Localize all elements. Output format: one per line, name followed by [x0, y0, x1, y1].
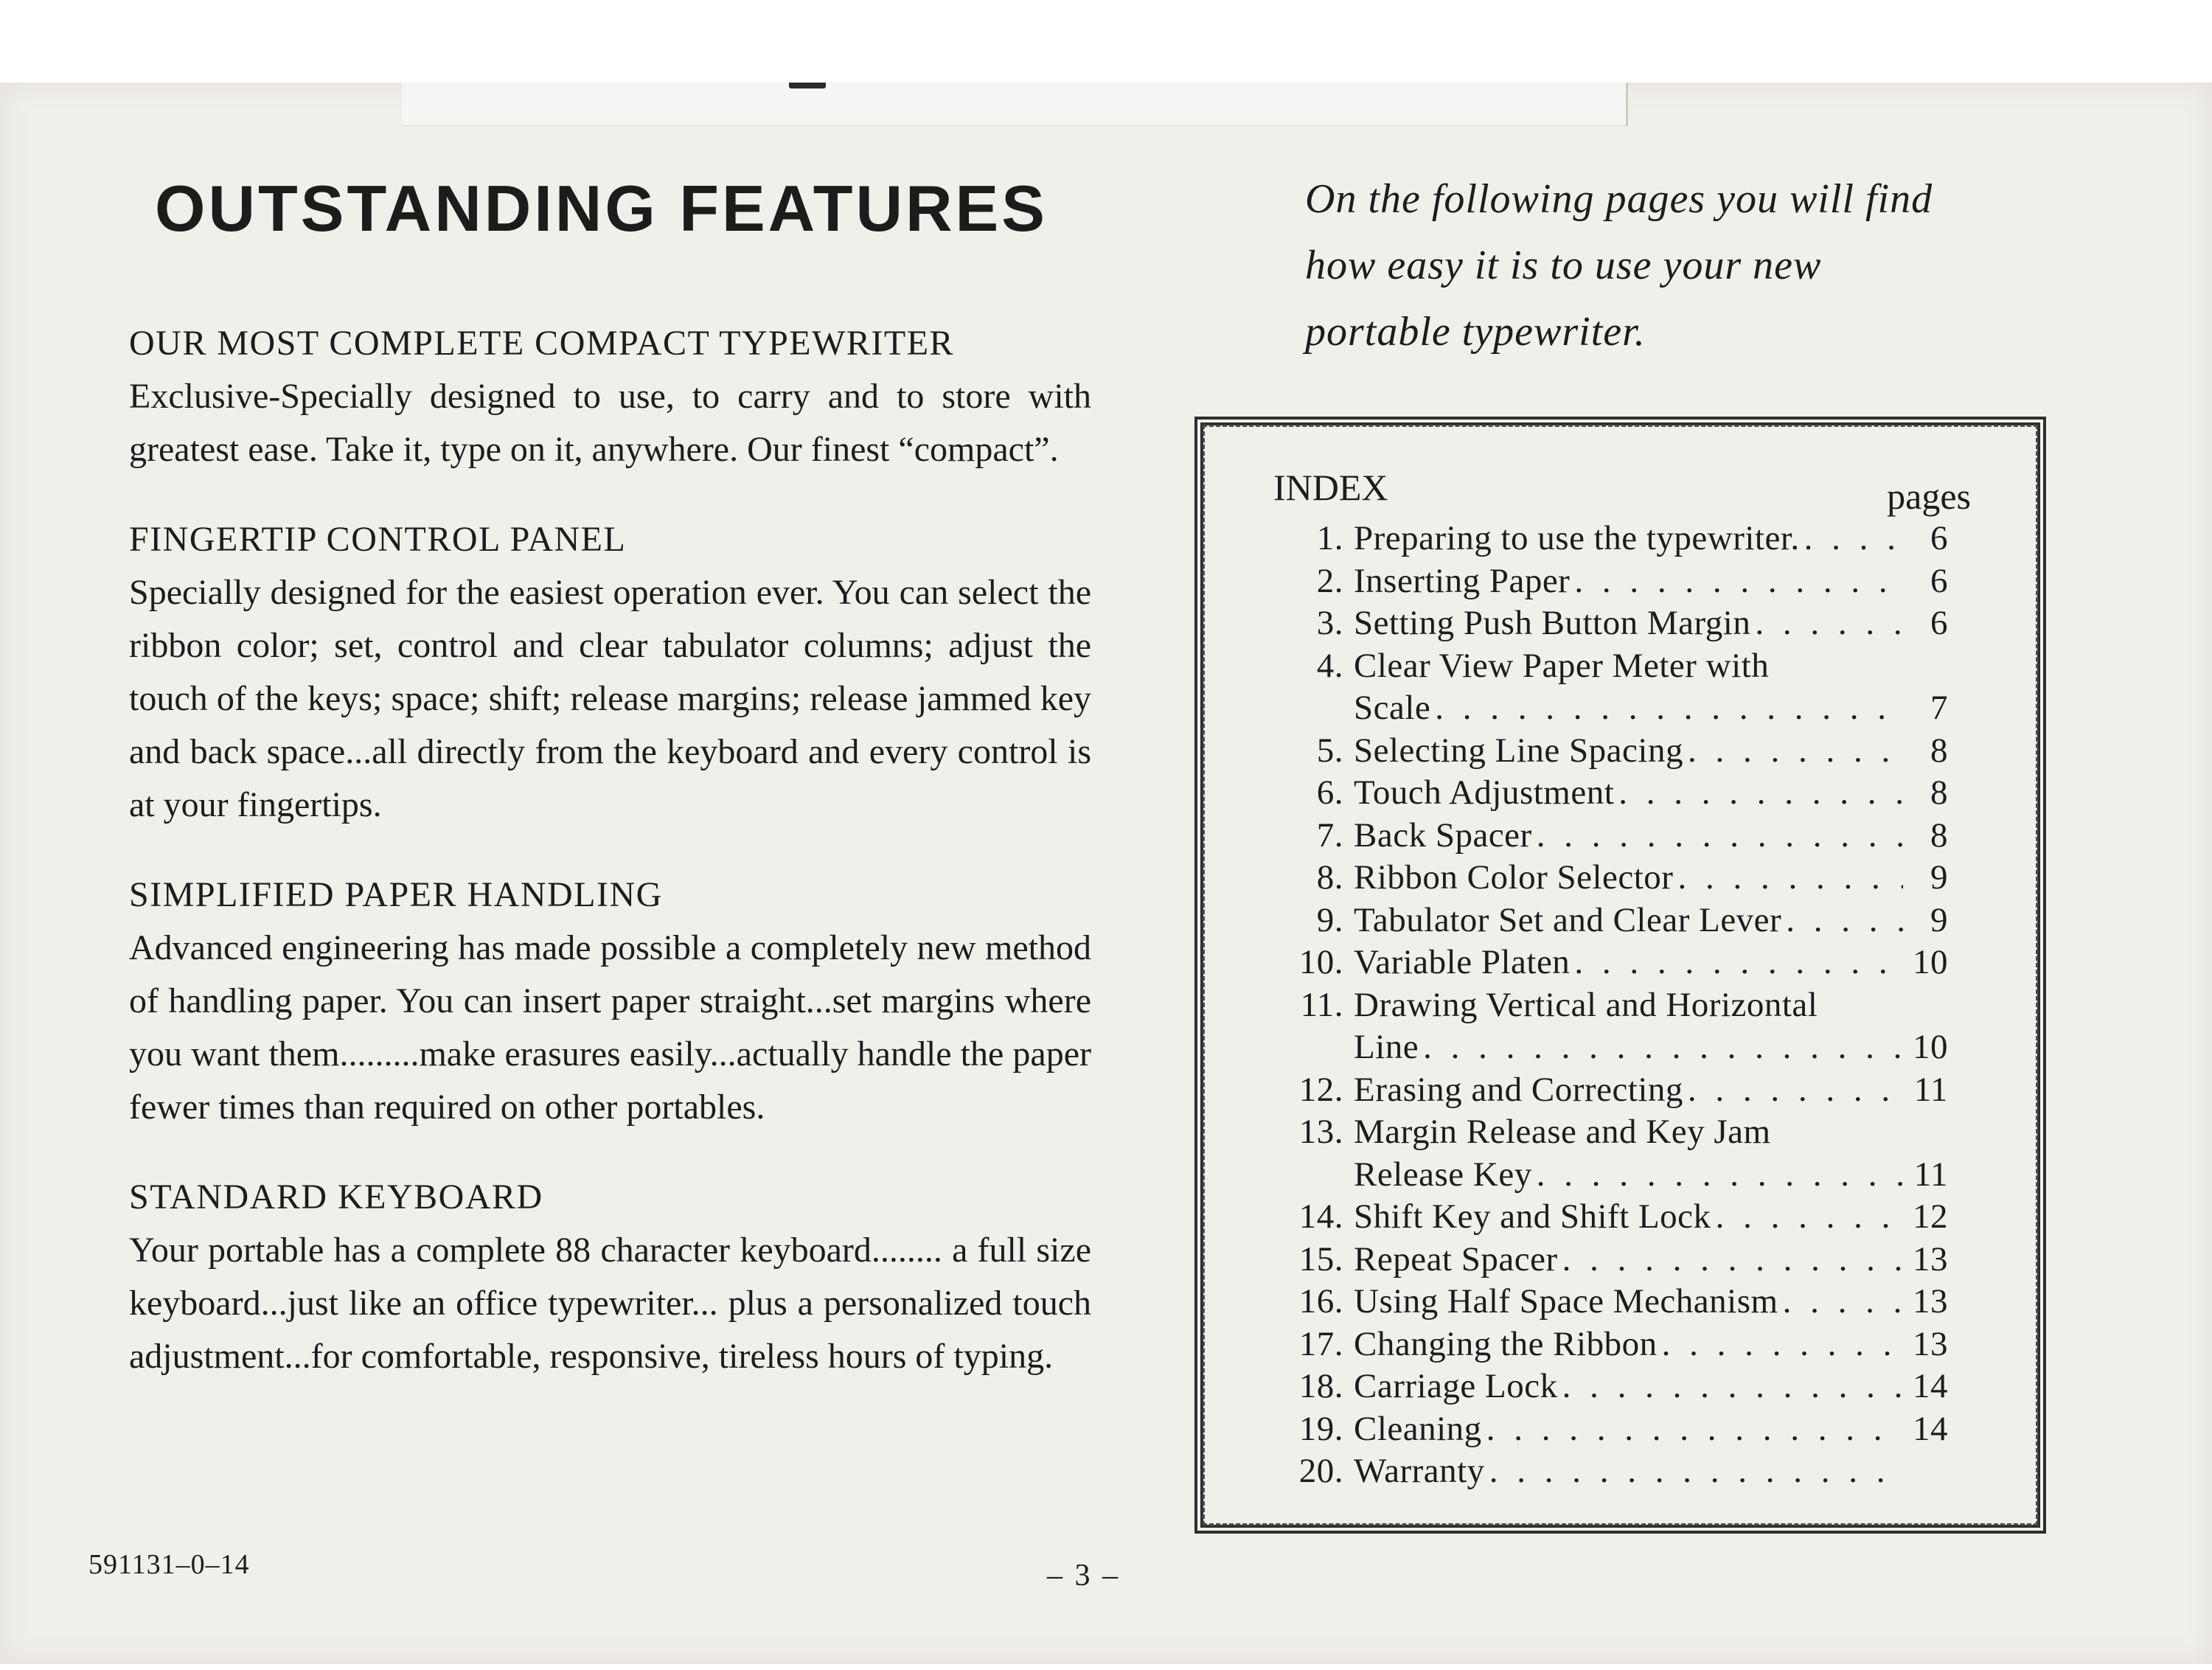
index-entry-title: Touch Adjustment — [1354, 773, 1615, 812]
index-entry-title: Scale — [1354, 689, 1431, 727]
index-line — [1284, 900, 1948, 942]
index-entry — [1284, 815, 1948, 857]
intro-text: On the following pages you will find how easy it is to use your new portable typewriter. — [1305, 176, 1933, 355]
feature-section-keyboard — [129, 1171, 1091, 1383]
index-page-number: 8 — [1930, 773, 1948, 812]
index-entry-title: Variable Platen — [1354, 943, 1571, 981]
index-entry-title: Cleaning — [1354, 1409, 1482, 1448]
index-number: 9. — [1316, 900, 1343, 939]
index-entry-title: Setting Push Button Margin — [1354, 604, 1751, 642]
dot-leader — [1677, 857, 1903, 900]
index-page-number: 8 — [1930, 731, 1948, 770]
dot-leader — [1783, 1281, 1903, 1323]
index-entry — [1284, 730, 1948, 773]
index-entry-title: Release Key — [1354, 1155, 1532, 1194]
index-entry-title: Carriage Lock — [1354, 1367, 1558, 1405]
dot-leader — [1662, 1323, 1903, 1366]
feature-section-compact — [129, 317, 1091, 476]
index-box — [1194, 417, 2046, 1534]
index-line — [1284, 815, 1948, 857]
feature-section-paper-handling — [129, 869, 1091, 1134]
index-number: 2. — [1316, 561, 1343, 600]
document-code: 591131–0–14 — [88, 1549, 250, 1580]
dot-leader — [1537, 1154, 1903, 1197]
index-number: 16. — [1298, 1282, 1343, 1321]
index-entry-title: Drawing Vertical and Horizontal — [1354, 985, 1818, 1024]
index-number: 10. — [1298, 943, 1343, 981]
index-line — [1284, 730, 1948, 773]
page-number: – 3 – — [1047, 1559, 1120, 1593]
index-line — [1284, 1111, 1948, 1154]
index-number: 17. — [1298, 1324, 1343, 1363]
index-page-number: 10 — [1913, 943, 1948, 981]
dot-leader — [1562, 1239, 1903, 1281]
index-page-number: 6 — [1930, 561, 1948, 600]
index-number: 15. — [1298, 1239, 1343, 1278]
feature-body: Exclusive-Specially designed to use, to carry and to store with greatest ease. Take it, type on it, anywhere. Our finest “compact”. — [129, 377, 1091, 469]
paper-strip-mark — [789, 83, 826, 88]
pages-label: pages — [1887, 476, 1971, 517]
index-list — [1284, 518, 1948, 1493]
dot-leader — [1804, 518, 1903, 560]
index-page-number: 11 — [1913, 1070, 1948, 1109]
index-page-number: 13 — [1913, 1324, 1948, 1363]
index-entry — [1284, 1196, 1948, 1239]
feature-body: Advanced engineering has made possible a completely new method of handling paper. You can insert paper straight...set margins where you want them.........make erasures easily...actually handle the paper fewer times than required on other portables. — [129, 928, 1091, 1127]
index-page-number: 10 — [1913, 1028, 1948, 1066]
index-entry — [1284, 772, 1948, 815]
index-page-number: 11 — [1913, 1155, 1948, 1194]
index-entry — [1284, 560, 1948, 603]
index-line — [1284, 1026, 1948, 1069]
index-line — [1284, 984, 1948, 1027]
index-number: 19. — [1298, 1409, 1343, 1448]
overlapping-paper-strip — [402, 83, 1628, 126]
index-entry-title: Selecting Line Spacing — [1354, 731, 1683, 770]
index-page-number: 6 — [1930, 604, 1948, 642]
index-entry-title: Repeat Spacer — [1354, 1239, 1558, 1278]
index-entry — [1284, 1408, 1948, 1451]
index-entry-title: Inserting Paper — [1354, 561, 1571, 600]
index-entry — [1284, 857, 1948, 900]
index-line — [1284, 602, 1948, 645]
index-entry — [1284, 1450, 1948, 1493]
feature-body: Specially designed for the easiest operation ever. You can select the ribbon color; set, control and clear tabulator columns; adjust the touch of the keys; space; shift; release margins; release jammed key and back space...all directly from the keyboard and every control is at your fingertips. — [129, 573, 1091, 824]
index-line — [1284, 1323, 1948, 1366]
index-entry — [1284, 1365, 1948, 1408]
index-line — [1284, 1196, 1948, 1239]
index-line — [1284, 1069, 1948, 1112]
page-title: OUTSTANDING FEATURES — [155, 172, 1048, 245]
dot-leader — [1562, 1365, 1903, 1408]
index-line — [1284, 687, 1948, 730]
index-entry — [1284, 602, 1948, 645]
index-entry-title: Ribbon Color Selector — [1354, 858, 1674, 897]
dot-leader — [1618, 772, 1903, 815]
dot-leader — [1786, 900, 1903, 942]
feature-heading: STANDARD KEYBOARD — [129, 1177, 543, 1217]
index-entry-title: Tabulator Set and Clear Lever — [1354, 900, 1782, 939]
index-entry — [1284, 645, 1948, 730]
index-line — [1284, 1450, 1948, 1493]
index-line — [1284, 560, 1948, 603]
index-entry — [1284, 1069, 1948, 1112]
index-line — [1284, 1239, 1948, 1281]
index-line — [1284, 1408, 1948, 1451]
index-entry-title: Line — [1354, 1028, 1419, 1066]
index-number: 8. — [1316, 858, 1343, 897]
index-number: 20. — [1298, 1452, 1343, 1490]
index-title: INDEX — [1273, 467, 1388, 508]
index-page-number: 12 — [1913, 1197, 1948, 1236]
feature-heading: SIMPLIFIED PAPER HANDLING — [129, 875, 663, 914]
index-page-number: 13 — [1913, 1239, 1948, 1278]
index-entry-title: Shift Key and Shift Lock — [1354, 1197, 1711, 1236]
index-line — [1284, 772, 1948, 815]
index-number: 4. — [1316, 646, 1343, 685]
feature-heading: OUR MOST COMPLETE COMPACT TYPEWRITER — [129, 324, 955, 363]
index-entry — [1284, 1323, 1948, 1366]
index-line — [1284, 942, 1948, 984]
index-number: 11. — [1300, 985, 1343, 1024]
dot-leader — [1489, 1450, 1903, 1493]
index-number: 5. — [1316, 731, 1343, 770]
index-number: 18. — [1298, 1367, 1343, 1405]
feature-section-control-panel — [129, 513, 1091, 832]
index-page-number: 9 — [1930, 900, 1948, 939]
index-entry — [1284, 1281, 1948, 1323]
dot-leader — [1486, 1408, 1903, 1451]
index-entry-title: Warranty — [1354, 1452, 1485, 1490]
features-column — [129, 317, 1091, 1420]
dot-leader — [1716, 1196, 1903, 1239]
dot-leader — [1574, 942, 1903, 984]
index-entry-title: Preparing to use the typewriter. — [1354, 519, 1800, 557]
index-entry — [1284, 984, 1948, 1069]
index-line — [1284, 1365, 1948, 1408]
index-line — [1284, 518, 1948, 560]
index-number: 1. — [1316, 519, 1343, 557]
index-line — [1284, 1154, 1948, 1197]
index-line — [1284, 1281, 1948, 1323]
index-header — [1273, 466, 1971, 518]
index-entry — [1284, 1239, 1948, 1281]
index-number: 7. — [1316, 815, 1343, 855]
index-entry-title: Erasing and Correcting — [1354, 1070, 1683, 1109]
feature-body: Your portable has a complete 88 character keyboard........ a full size keyboard...just like an office typewriter... plus a personalized touch adjustment...for comfortable, responsive, tireless hours of typing. — [129, 1231, 1091, 1376]
dot-leader — [1688, 1069, 1903, 1112]
index-entry — [1284, 900, 1948, 942]
index-entry-title: Clear View Paper Meter with — [1354, 646, 1770, 685]
dot-leader — [1755, 602, 1903, 645]
index-entry-title: Margin Release and Key Jam — [1354, 1113, 1771, 1151]
index-entry-title: Back Spacer — [1354, 815, 1532, 855]
index-line — [1284, 645, 1948, 688]
index-number: 14. — [1298, 1197, 1343, 1236]
index-page-number: 14 — [1913, 1367, 1948, 1405]
index-page-number: 9 — [1930, 858, 1948, 897]
index-line — [1284, 857, 1948, 900]
index-page-number: 13 — [1913, 1282, 1948, 1321]
feature-heading: FINGERTIP CONTROL PANEL — [129, 520, 627, 559]
index-page-number: 6 — [1930, 519, 1948, 557]
index-number: 12. — [1298, 1070, 1343, 1109]
index-page-number: 7 — [1930, 689, 1948, 727]
dot-leader — [1537, 815, 1903, 857]
index-number: 13. — [1298, 1113, 1343, 1151]
index-number: 3. — [1316, 604, 1343, 642]
dot-leader — [1423, 1026, 1903, 1069]
index-page-number: 8 — [1930, 815, 1948, 855]
index-entry-title: Using Half Space Mechanism — [1354, 1282, 1778, 1321]
index-entry — [1284, 942, 1948, 984]
dot-leader — [1574, 560, 1903, 603]
index-page-number: 14 — [1913, 1409, 1948, 1448]
dot-leader — [1435, 687, 1903, 730]
index-entry-title: Changing the Ribbon — [1354, 1324, 1658, 1363]
index-number: 6. — [1316, 773, 1343, 812]
index-entry — [1284, 1111, 1948, 1196]
index-entry — [1284, 518, 1948, 560]
dot-leader — [1688, 730, 1903, 773]
